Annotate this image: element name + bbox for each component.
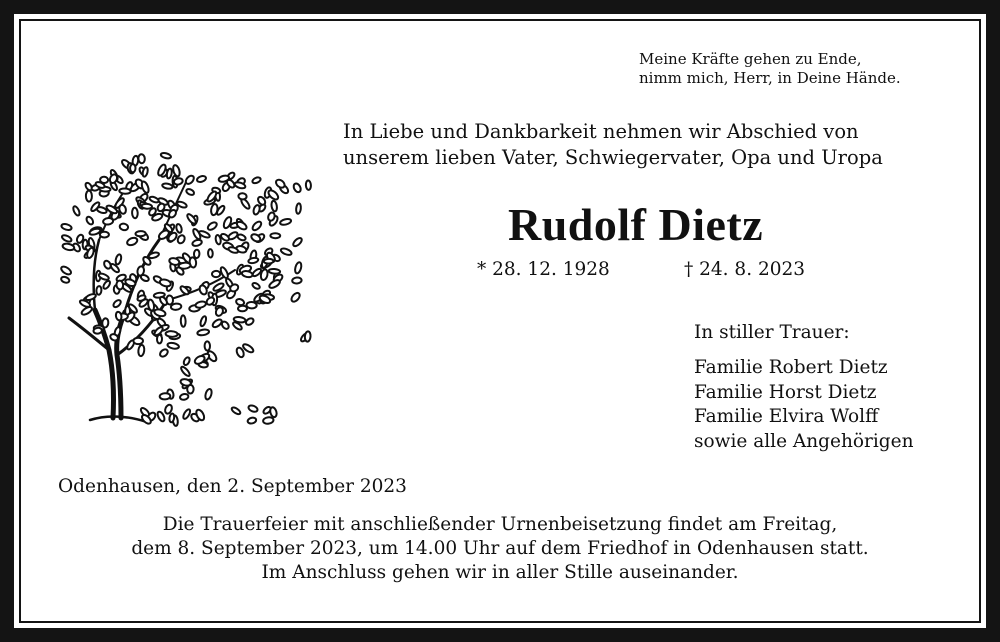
intro-text (343, 119, 883, 171)
place-date: Odenhausen, den 2. September 2023 (58, 476, 407, 497)
notice-line: Im Anschluss gehen wir in aller Stille auseinander. (261, 562, 739, 583)
birth-date: * 28. 12. 1928 (477, 259, 610, 280)
mourners-title: In stiller Trauer: (694, 322, 850, 343)
windblown-tree-icon (55, 150, 325, 430)
motto-verse (639, 50, 901, 88)
motto-line: nimm mich, Herr, in Deine Hände. (639, 69, 901, 87)
deceased-name: Rudolf Dietz (508, 199, 764, 250)
mourners-list (694, 356, 914, 454)
notice-line: Die Trauerfeier mit anschließender Urnenbeisetzung findet am Freitag, (162, 514, 838, 535)
death-date: † 24. 8. 2023 (684, 259, 806, 280)
mourner-entry: sowie alle Angehörigen (694, 430, 914, 452)
motto-line: Meine Kräfte gehen zu Ende, (639, 50, 862, 68)
intro-line: unserem lieben Vater, Schwiegervater, Opa und Uropa (343, 146, 883, 169)
mourner-entry: Familie Elvira Wolff (694, 406, 879, 427)
mourner-entry: Familie Horst Dietz (694, 381, 877, 403)
intro-line: In Liebe und Dankbarkeit nehmen wir Abschied von (343, 120, 859, 143)
notice-line: dem 8. September 2023, um 14.00 Uhr auf dem Friedhof in Odenhausen statt. (131, 538, 869, 559)
funeral-notice (40, 513, 960, 585)
mourner-entry: Familie Robert Dietz (694, 357, 888, 378)
